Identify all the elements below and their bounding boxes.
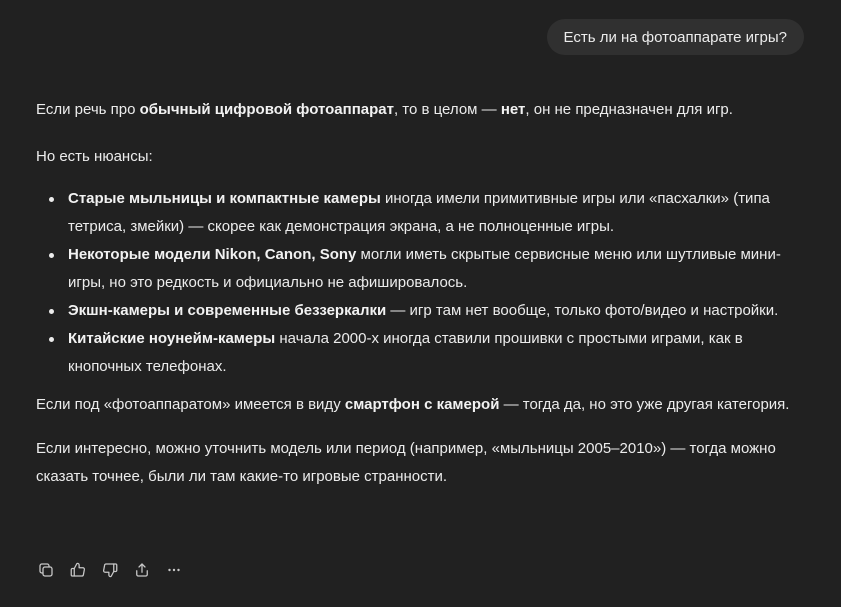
thumbs-up-icon: [69, 561, 87, 579]
user-message-text: Есть ли на фотоаппарате игры?: [563, 28, 787, 46]
nuance-list: [36, 185, 806, 381]
list-item-text: иногда имели примитивные игры или «пасхалки» (типа тетриса, змейки) — скорее как демонстрация экрана, а не полноценные игры.: [68, 190, 770, 235]
list-item-bold: Экшн-камеры и современные беззеркалки: [68, 302, 387, 319]
list-item: [36, 325, 806, 381]
list-item: [36, 297, 806, 325]
list-item-text: могли иметь скрытые сервисные меню или шутливые мини-игры, но это редкость и официально не афишировалось.: [68, 246, 781, 291]
thumbs-down-icon: [101, 561, 119, 579]
answer-intro: [36, 96, 806, 124]
smartphone-text-1: Если под «фотоаппаратом» имеется в виду: [36, 396, 345, 413]
share-button[interactable]: [130, 558, 154, 582]
list-item-text: начала 2000-х иногда ставили прошивки с простыми играми, как в кнопочных телефонах.: [68, 330, 743, 375]
list-item-bold: Китайские ноунейм-камеры: [68, 330, 276, 347]
list-item-bold: Старые мыльницы и компактные камеры: [68, 190, 381, 207]
intro-text-3: , он не предназначен для игр.: [525, 101, 733, 118]
thumbs-down-button[interactable]: [98, 558, 122, 582]
share-icon: [133, 561, 151, 579]
copy-button[interactable]: [34, 558, 58, 582]
smartphone-text-2: — тогда да, но это уже другая категория.: [499, 396, 790, 413]
list-item-bold: Некоторые модели Nikon, Canon, Sony: [68, 246, 357, 263]
answer-closing: Если интересно, можно уточнить модель или период (например, «мыльницы 2005–2010») — тогда можно сказать точнее, были ли там какие-то игровые странности.: [36, 440, 776, 485]
list-item: [36, 185, 806, 241]
more-button[interactable]: [162, 558, 186, 582]
intro-text-2: , то в целом —: [393, 101, 501, 118]
list-item: [36, 241, 806, 297]
thumbs-up-button[interactable]: [66, 558, 90, 582]
list-item-text: — игр там нет вообще, только фото/видео и настройки.: [386, 302, 779, 319]
copy-icon: [37, 561, 55, 579]
assistant-answer: [36, 96, 806, 491]
message-actions: [34, 558, 186, 582]
answer-smartphone: [36, 391, 806, 419]
intro-bold-2: нет: [500, 101, 526, 118]
more-icon: [165, 561, 183, 579]
intro-text-1: Если речь про: [36, 101, 140, 118]
smartphone-bold: смартфон с камерой: [344, 396, 500, 413]
user-message-bubble: [547, 19, 805, 55]
intro-bold-1: обычный цифровой фотоаппарат: [139, 101, 394, 118]
answer-nuances: Но есть нюансы:: [36, 148, 153, 165]
